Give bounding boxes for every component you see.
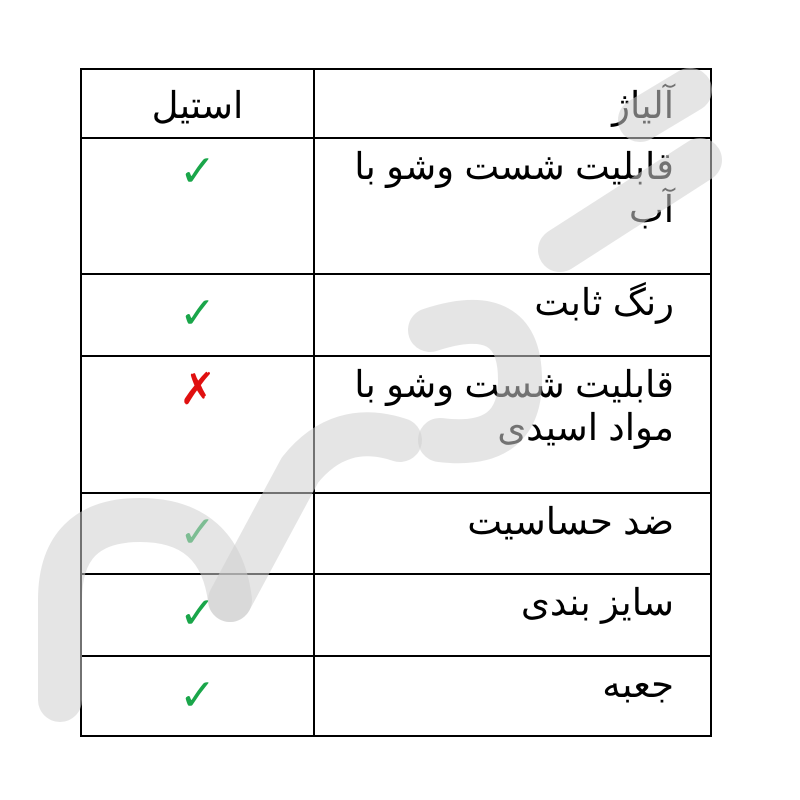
cross-icon: ✗ — [179, 365, 216, 414]
table-row — [82, 655, 710, 737]
feature-cell: قابلیت شست وشو با آب — [313, 139, 710, 275]
table-row — [82, 355, 710, 494]
feature-cell: سایز بندی — [313, 575, 710, 657]
header-feature: آلیاژ — [313, 70, 710, 139]
check-icon: ✓ — [179, 289, 216, 338]
feature-cell: ضد حساسیت — [313, 494, 710, 575]
feature-cell: جعبه — [313, 657, 710, 737]
feature-cell: قابلیت شست وشو با مواد اسیدی — [313, 357, 710, 494]
table-row — [82, 573, 710, 657]
table-header-row — [82, 70, 710, 139]
feature-cell: رنگ ثابت — [313, 275, 710, 357]
table-row — [82, 137, 710, 275]
table-row — [82, 492, 710, 575]
comparison-table — [80, 68, 712, 737]
header-steel: استیل — [151, 85, 244, 126]
table-row — [82, 273, 710, 357]
check-icon: ✓ — [179, 589, 216, 638]
check-icon: ✓ — [179, 147, 216, 196]
check-icon: ✓ — [179, 671, 216, 720]
check-icon: ✓ — [179, 508, 216, 557]
